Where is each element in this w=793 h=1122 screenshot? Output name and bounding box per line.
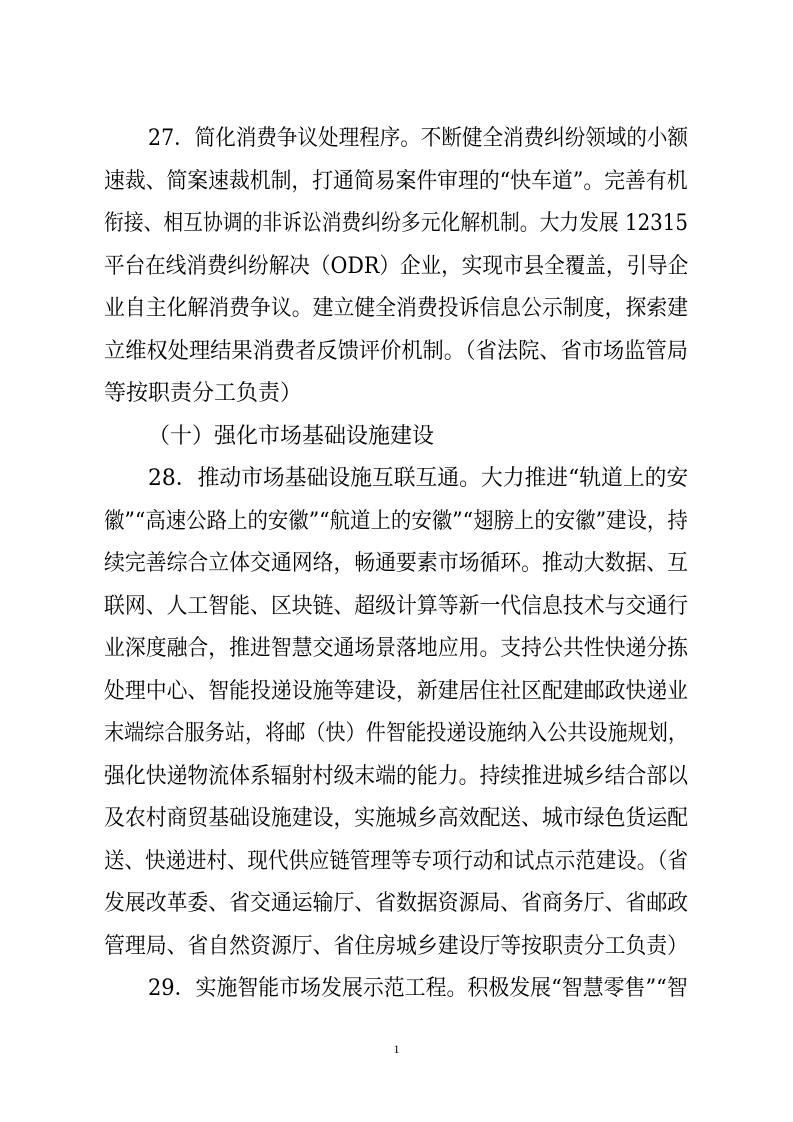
text-line: 续完善综合立体交通网络，畅通要素市场循环。推动大数据、互 <box>104 551 689 576</box>
text-line: 29．实施智能市场发展示范工程。积极发展“智慧零售”“智 <box>148 976 688 1001</box>
text-line: 管理局、省自然资源厅、省住房城乡建设厅等按职责分工负责） <box>104 934 689 959</box>
text-line: 业自主化解消费争议。建立健全消费投诉信息公示制度，探索建 <box>104 296 689 321</box>
section-heading: （十）强化市场基础设施建设 <box>148 424 435 449</box>
text-line: 28．推动市场基础设施互联互通。大力推进“轨道上的安 <box>148 466 689 491</box>
text-line: 27．简化消费争议处理程序。不断健全消费纠纷领域的小额 <box>148 126 689 151</box>
text-line: 处理中心、智能投递设施等建设，新建居住社区配建邮政快递业 <box>104 679 689 704</box>
text-line: 立维权处理结果消费者反馈评价机制。（省法院、省市场监管局 <box>104 339 689 364</box>
text-line: 等按职责分工负责） <box>104 381 303 406</box>
text-line: 速裁、简案速裁机制，打通简易案件审理的“快车道”。完善有机 <box>104 169 688 194</box>
page-number: 1 <box>393 1042 400 1056</box>
text-line: 联网、人工智能、区块链、超级计算等新一代信息技术与交通行 <box>104 594 689 619</box>
text-line: 业深度融合，推进智慧交通场景落地应用。支持公共性快递分拣 <box>104 636 689 661</box>
text-line: 徽”“高速公路上的安徽”“航道上的安徽”“翅膀上的安徽”建设，持 <box>104 509 688 534</box>
text-line: 发展改革委、省交通运输厅、省数据资源局、省商务厅、省邮政 <box>104 891 689 916</box>
text-line: 送、快递进村、现代供应链管理等专项行动和试点示范建设。（省 <box>104 849 689 874</box>
text-line: 强化快递物流体系辐射村级末端的能力。持续推进城乡结合部以 <box>104 764 689 789</box>
text-line: 及农村商贸基础设施建设，实施城乡高效配送、城市绿色货运配 <box>104 806 689 831</box>
text-line: 末端综合服务站，将邮（快）件智能投递设施纳入公共设施规划， <box>104 721 689 746</box>
text-line: 平台在线消费纠纷解决（ODR）企业，实现市县全覆盖，引导企 <box>104 254 689 279</box>
text-line: 衔接、相互协调的非诉讼消费纠纷多元化解机制。大力发展 12315 <box>104 211 688 236</box>
